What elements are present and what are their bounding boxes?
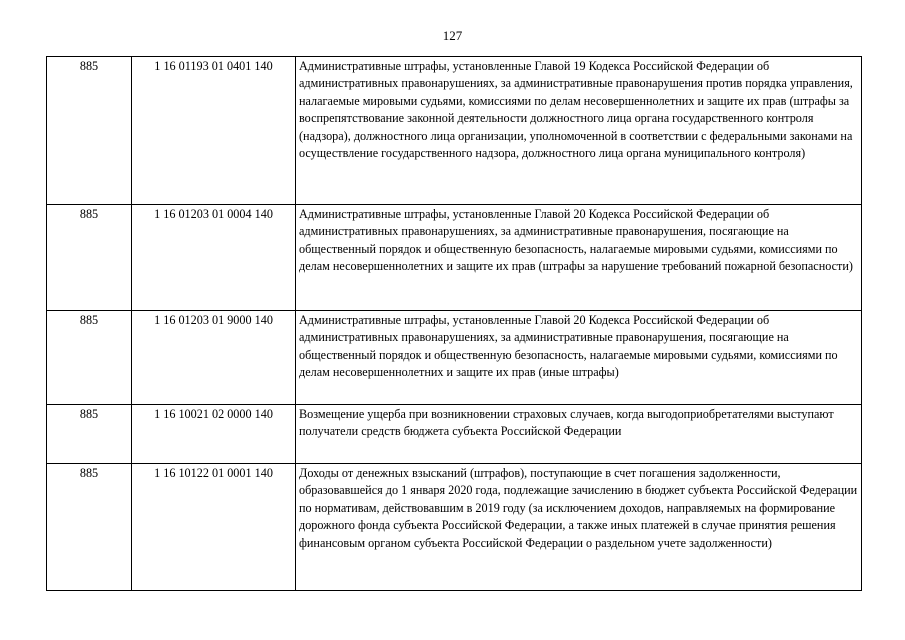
administrator-code-cell: 885	[47, 57, 132, 205]
administrator-code-cell: 885	[47, 405, 132, 464]
administrator-code-cell: 885	[47, 205, 132, 311]
table-row	[47, 205, 862, 311]
budget-classification-code-cell: 1 16 01193 01 0401 140	[132, 57, 296, 205]
revenue-name-cell: Возмещение ущерба при возникновении страховых случаев, когда выгодоприобретателями выступают получатели средств бюджета субъекта Российской Федерации	[296, 405, 862, 464]
table-row	[47, 464, 862, 591]
table-row	[47, 405, 862, 464]
revenue-name-cell: Доходы от денежных взысканий (штрафов), поступающие в счет погашения задолженности, образовавшейся до 1 января 2020 года, подлежащие зачислению в бюджет субъекта Российской Федерации по нормативам, действовавшим в 2019 году (за исключением доходов, направляемых на формирование дорожного фонда субъекта Российской Федерации, а также иных платежей в случае принятия решения финансовым органом субъекта Российской Федерации о раздельном учете задолженности)	[296, 464, 862, 591]
administrator-code-cell: 885	[47, 464, 132, 591]
revenue-name-cell: Административные штрафы, установленные Главой 20 Кодекса Российской Федерации об административных правонарушениях, за административные правонарушения, посягающие на общественный порядок и общественную безопасность, налагаемые мировыми судьями, комиссиями по делам несовершеннолетних и защите их прав (иные штрафы)	[296, 311, 862, 405]
budget-classification-code-cell: 1 16 10122 01 0001 140	[132, 464, 296, 591]
table-row	[47, 311, 862, 405]
revenue-name-cell: Административные штрафы, установленные Главой 20 Кодекса Российской Федерации об административных правонарушениях, за административные правонарушения, посягающие на общественный порядок и общественную безопасность, налагаемые мировыми судьями, комиссиями по делам несовершеннолетних и защите их прав (штрафы за нарушение требований пожарной безопасности)	[296, 205, 862, 311]
revenue-name-cell: Административные штрафы, установленные Главой 19 Кодекса Российской Федерации об административных правонарушениях, за административные правонарушения против порядка управления, налагаемые мировыми судьями, комиссиями по делам несовершеннолетних и защите их прав (штрафы за воспрепятствование законной деятельности должностного лица органа государственного контроля (надзора), должностного лица организации, уполномоченной в соответствии с федеральными законами на осуществление государственного надзора, должностного лица органа муниципального контроля)	[296, 57, 862, 205]
budget-classification-code-cell: 1 16 10021 02 0000 140	[132, 405, 296, 464]
budget-classification-table	[46, 56, 862, 591]
administrator-code-cell: 885	[47, 311, 132, 405]
budget-classification-code-cell: 1 16 01203 01 0004 140	[132, 205, 296, 311]
table-row	[47, 57, 862, 205]
budget-classification-code-cell: 1 16 01203 01 9000 140	[132, 311, 296, 405]
page-number: 127	[442, 28, 463, 43]
